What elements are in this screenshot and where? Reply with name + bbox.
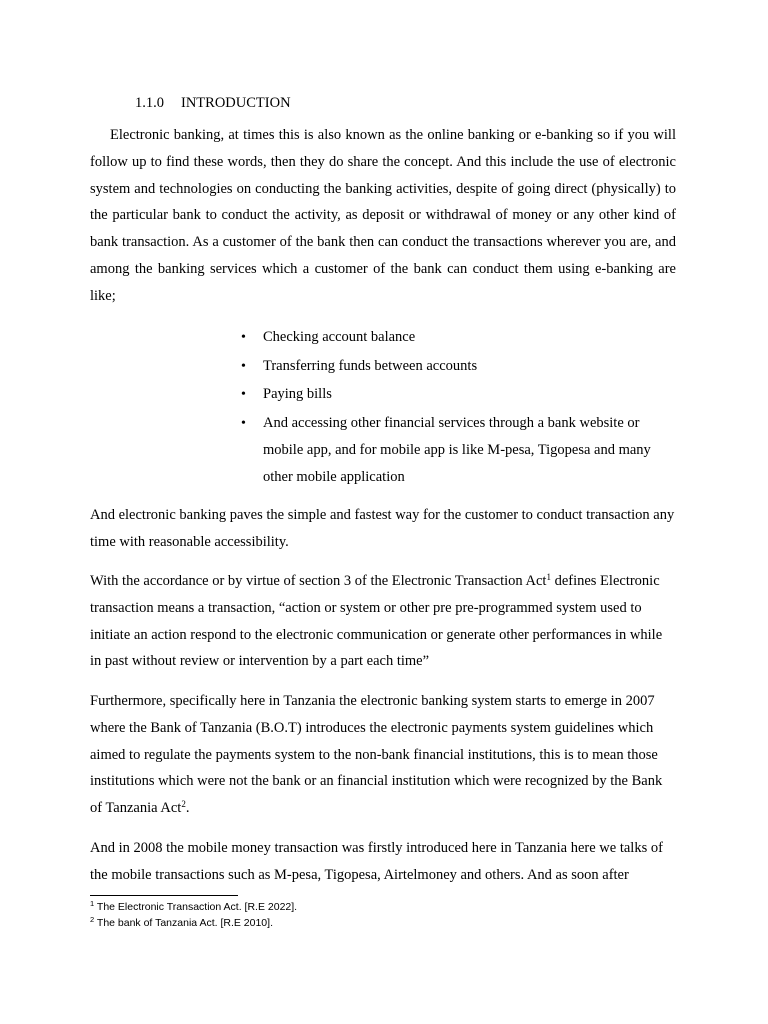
act-text-after: defines Electronic transaction means a transaction, “action or system or other pre pre-programmed system used to initiate an action respond to the electronic communication or generate other performances in while in past without review or intervention by a part each time” xyxy=(90,573,663,670)
intro-paragraph: Electronic banking, at times this is also known as the online banking or e-banking so if you will follow up to find these words, then they do share the concept. And this include the use of electronic system and technologies on conducting the banking activities, despite of going direct (physically) to the particular bank to conduct the activity, as deposit or withdrawal of money or any other kind of bank transaction. As a customer of the bank then can conduct the transactions wherever you are, and among the banking services which a customer of the bank can conduct them using e-banking are like; xyxy=(90,127,676,304)
act-text-before: With the accordance or by virtue of section 3 of the Electronic Transaction Act xyxy=(90,573,547,589)
tanzania-paragraph xyxy=(90,688,676,822)
tanzania-text-after: . xyxy=(185,800,190,817)
footnote-mark: 1 xyxy=(90,899,95,908)
footnote-divider xyxy=(90,895,238,896)
section-heading xyxy=(135,93,291,113)
footnote-mark: 2 xyxy=(90,915,95,924)
footnote-1 xyxy=(90,899,590,915)
footnote-ref-2[interactable]: 2 xyxy=(181,799,186,810)
list-item: • Transferring funds between accounts xyxy=(263,353,683,380)
list-item: • And accessing other financial services through a bank website or mobile app, and for mobile app is like M-pesa, Tigopesa and many other mobile application xyxy=(263,410,683,491)
footnote-text: The bank of Tanzania Act. [R.E 2010]. xyxy=(94,917,273,929)
footnote-ref-1[interactable]: 1 xyxy=(546,572,551,582)
act-definition-paragraph xyxy=(90,568,676,675)
footnotes xyxy=(90,899,590,931)
mobile-money-paragraph: And in 2008 the mobile money transaction was firstly introduced here in Tanzania here we talks of the mobile transactions such as M-pesa, Tigopesa, Airtelmoney and others. And as soon after xyxy=(90,840,663,883)
list-item: • Checking account balance xyxy=(263,324,683,351)
section-number: 1.1.0 xyxy=(135,95,164,111)
tanzania-text-before: Furthermore, specifically here in Tanzania the electronic banking system starts to emerge in 2007 where the Bank of Tanzania (B.O.T) introduces the electronic payments system guidelines which aimed to regulate the payments system to the non-bank financial institutions, this is to mean those institutions which were not the bank or an financial institution which were recognized by the Bank of Tanzania Act xyxy=(90,693,663,817)
paves-paragraph: And electronic banking paves the simple and fastest way for the customer to conduct transaction any time with reasonable accessibility. xyxy=(90,507,675,550)
ebanking-services-list xyxy=(263,324,683,492)
section-title: INTRODUCTION xyxy=(181,95,291,111)
footnote-text: The Electronic Transaction Act. [R.E 2022]. xyxy=(94,901,298,913)
list-item: • Paying bills xyxy=(263,381,683,408)
footnote-2 xyxy=(90,915,590,931)
